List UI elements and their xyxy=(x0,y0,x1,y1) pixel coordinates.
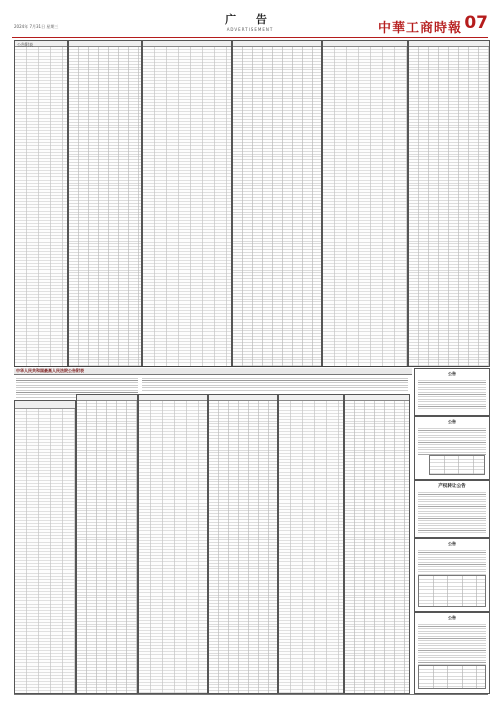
table-grid xyxy=(323,47,407,366)
section-title-en: ADVERTISEMENT xyxy=(226,27,274,32)
issue-date: 2024年 7月31日 星期三 xyxy=(14,24,59,29)
notice-title: 公告 xyxy=(448,419,456,424)
notice-title: 公告 xyxy=(448,371,456,376)
table-grid xyxy=(233,47,321,366)
upper-table-col-2 xyxy=(142,40,232,367)
notice-2 xyxy=(414,416,490,480)
upper-table-col-5 xyxy=(408,40,490,367)
notice-title: 产权转让公告 xyxy=(438,484,466,489)
notice-5 xyxy=(414,612,490,694)
notice-1 xyxy=(414,368,490,416)
notice-3 xyxy=(414,480,490,538)
table-grid xyxy=(15,409,75,693)
upper-table-col-4 xyxy=(322,40,408,367)
intro-text-right xyxy=(142,376,408,392)
notice-4 xyxy=(414,538,490,612)
table-grid xyxy=(69,47,141,366)
table-grid xyxy=(15,47,67,366)
notice-title: 公告 xyxy=(448,615,456,620)
page-number: 07 xyxy=(464,13,488,33)
notice-body xyxy=(418,490,486,533)
section-title-zh: 广 告 xyxy=(225,13,275,26)
lower-table-3 xyxy=(138,394,208,694)
notice-table xyxy=(418,575,486,607)
lower-table-1 xyxy=(14,400,76,694)
notice-table xyxy=(429,455,485,475)
masthead xyxy=(12,14,488,36)
lower-table-6 xyxy=(344,394,410,694)
lower-table-5 xyxy=(278,394,344,694)
bottom-rule xyxy=(14,694,488,695)
table-header xyxy=(15,401,75,409)
paper-name: 中華工商時報 xyxy=(377,21,462,36)
table-grid xyxy=(345,401,409,693)
notice-table xyxy=(418,665,486,689)
table-grid xyxy=(143,47,231,366)
table-grid xyxy=(77,401,137,693)
upper-table-left xyxy=(14,40,68,367)
notice-body xyxy=(418,548,486,575)
upper-table-col-1 xyxy=(68,40,142,367)
notice-title: 公告 xyxy=(448,541,456,546)
masthead-rule xyxy=(12,37,488,38)
section-divider xyxy=(14,366,488,367)
lower-section-heading: 中华人民共和国最高人民法院公告附表 xyxy=(14,368,412,375)
upper-table-col-3 xyxy=(232,40,322,367)
lower-table-2 xyxy=(76,394,138,694)
notice-body xyxy=(418,378,486,411)
notice-body xyxy=(418,622,486,665)
table-grid xyxy=(279,401,343,693)
table-grid xyxy=(409,47,489,366)
table-grid xyxy=(209,401,277,693)
upper-table-title: 公告附表 xyxy=(17,42,33,47)
lower-table-4 xyxy=(208,394,278,694)
notice-body xyxy=(418,426,486,455)
table-grid xyxy=(139,401,207,693)
